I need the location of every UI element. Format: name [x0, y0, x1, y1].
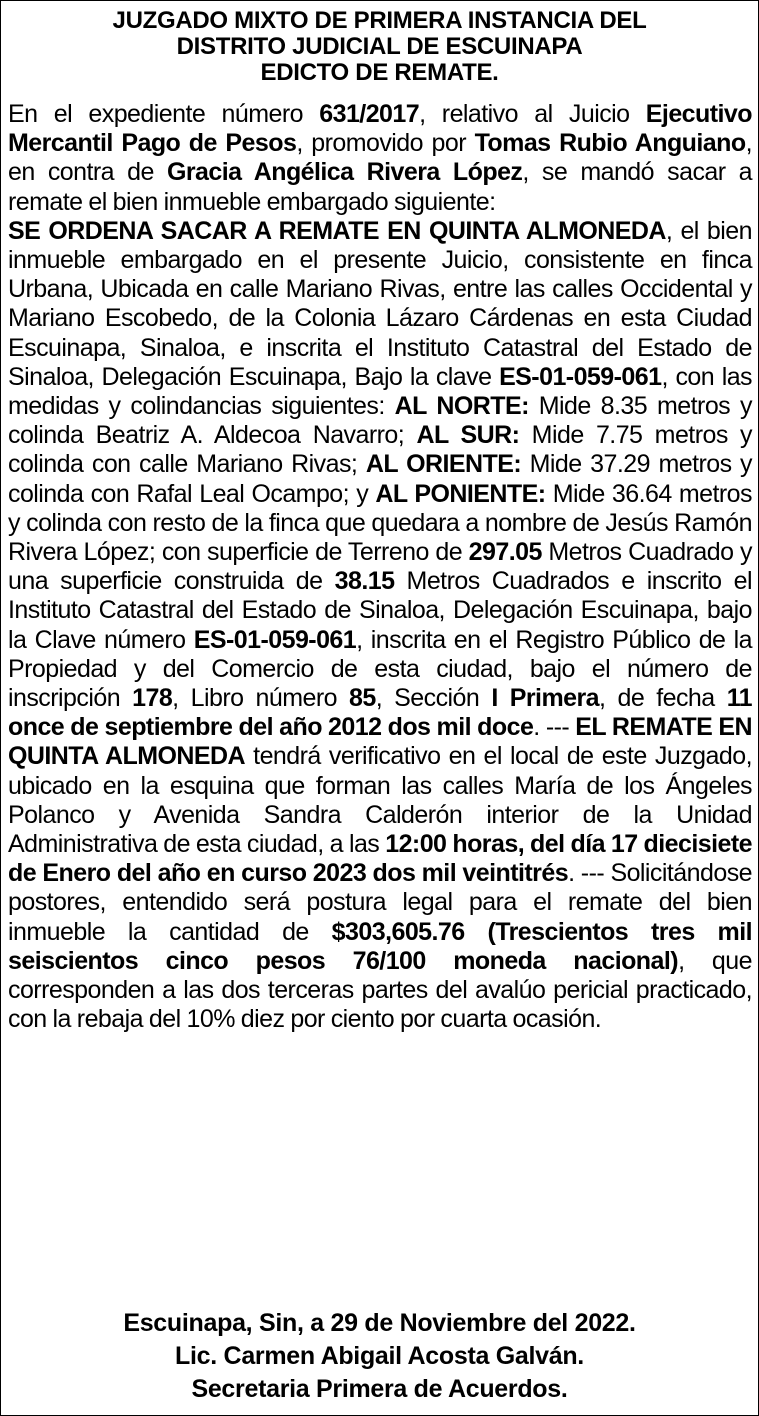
auction-order: SE ORDENA SACAR A REMATE EN QUINTA ALMONEDA	[8, 216, 666, 245]
text-run: Mide 7.75 metros y colinda con calle Mariano Rivas;	[8, 421, 753, 479]
place-date-line: Escuinapa, Sin, a 29 de Noviembre del 2022.	[123, 1309, 636, 1337]
text-run: Metros Cuadrados e inscrito el Instituto Catastral del Estado de Sinaloa, Delegación Escuinapa, bajo la Clave número	[8, 567, 752, 654]
boundary-east-label: AL ORIENTE:	[365, 450, 522, 479]
document-header	[0, 8, 759, 86]
defendant-name: Gracia Angélica Rivera López	[166, 158, 523, 187]
text-run: Mide 37.29 metros y colinda con Rafal Leal Ocampo; y	[8, 450, 753, 508]
trial-type: Ejecutivo Mercantil Pago de Pesos	[8, 100, 752, 158]
auction-heading: EL REMATE EN QUINTA ALMONEDA	[8, 713, 752, 771]
text-run: tendrá verificativo en el local de este Juzgado, ubicado en la esquina que forman las calles María de los Ángeles Polanco y Avenida Sandra Calderón interior de la Unidad Administrativa de esta ciudad, a las	[8, 742, 752, 859]
text-run: , se mandó sacar a remate el bien inmueble embargado siguiente:	[8, 158, 752, 216]
text-run: , relativo al Juicio	[419, 100, 646, 128]
boundary-north-label: AL NORTE:	[394, 392, 529, 421]
text-run: Mide 36.64 metros y colinda con resto de la finca que quedara a nombre de Jesús Ramón Rivera López; con superficie de Terreno de	[8, 479, 752, 567]
built-area: 38.15	[334, 567, 395, 596]
signer-name: Lic. Carmen Abigail Acosta Galván.	[175, 1342, 584, 1370]
text-run: Mide 8.35 metros y colinda Beatriz A. Aldecoa Navarro;	[8, 392, 752, 450]
auction-datetime: 12:00 horas, del día 17 diecisiete de Enero del año en curso 2023 dos mil veintitrés	[8, 830, 753, 888]
text-run: , Sección	[375, 684, 492, 713]
document-footer	[0, 1307, 759, 1406]
text-run: , con las medidas y colindancias siguientes:	[8, 362, 753, 421]
text-run: En el expediente número	[8, 100, 320, 128]
text-run: , Libro número	[172, 684, 350, 713]
signer-title: Secretaria Primera de Acuerdos.	[191, 1375, 568, 1403]
boundary-west-label: AL PONIENTE:	[375, 479, 546, 508]
cadastral-key: ES-01-059-061	[499, 362, 662, 391]
text-run: , inscrita en el Registro Público de la Propiedad y del Comercio de esta ciudad, bajo el número de inscripción	[8, 625, 753, 713]
text-run: , el bien inmueble embargado en el presente Juicio, consistente en finca Urbana, Ubicada en calle Mariano Rivas, entre las calles Occidental y Mariano Escobedo, de la Colonia Lázaro Cárdenas en esta Ciudad Escuinapa, Sinaloa, e inscrita el Instituto Catastral del Estado de Sinaloa, Delegación Escuinapa, Bajo la clave	[8, 216, 752, 391]
paragraph-remate	[8, 217, 752, 1035]
text-run: , en contra de	[8, 129, 752, 187]
plaintiff-name: Tomas Rubio Anguiano	[474, 129, 746, 158]
case-number: 631/2017	[319, 100, 420, 128]
text-run: , que corresponden a las dos terceras partes del avalúo pericial practicado, con la rebaja del 10% diez por ciento por cuarta ocasión.	[8, 946, 752, 1034]
section-name: I Primera	[491, 684, 600, 713]
registration-date: 11 once de septiembre del año 2012 dos mil doce	[8, 684, 753, 742]
text-run: Metros Cuadrado y una superficie construida de	[8, 538, 752, 596]
edict-body	[8, 100, 752, 1035]
document-title: EDICTO DE REMATE.	[260, 59, 499, 86]
land-area: 297.05	[468, 538, 542, 567]
registration-number: 178	[132, 684, 173, 713]
book-number: 85	[349, 684, 376, 713]
court-name-line: JUZGADO MIXTO DE PRIMERA INSTANCIA DEL	[112, 7, 647, 34]
legal-bid-amount: $303,605.76 (Trescientos tres mil seiscientos cinco pesos 76/100 moneda nacional)	[8, 917, 752, 975]
district-name-line: DISTRITO JUDICIAL DE ESCUINAPA	[176, 33, 583, 60]
cadastral-key-number: ES-01-059-061	[193, 625, 357, 654]
text-run: . --- Solicitándose postores, entendido será postura legal para el remate del bien inmueble la cantidad de	[8, 859, 752, 946]
text-run: . ---	[533, 713, 576, 742]
boundary-south-label: AL SUR:	[416, 421, 520, 450]
text-run: , promovido por	[296, 129, 475, 158]
text-run: , de fecha	[599, 684, 727, 713]
paragraph-expediente	[8, 100, 752, 217]
